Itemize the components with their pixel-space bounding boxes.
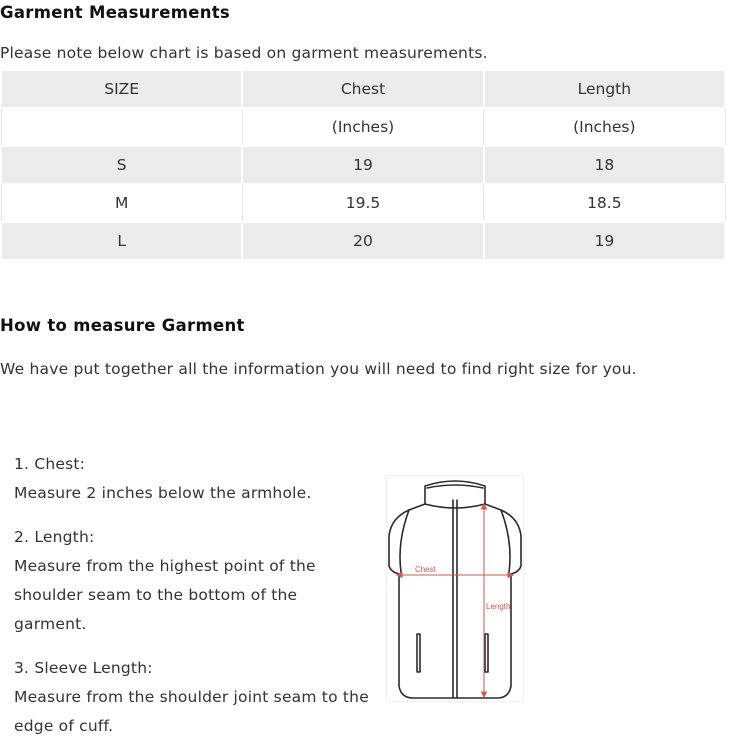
chart-note: Please note below chart is based on garment measurements. [0,44,488,62]
left-pocket [417,634,420,672]
vest-body-outline [389,504,521,698]
step-title: 1. Chest: [14,455,86,473]
cell-chest: 19 [242,146,483,184]
header-size: SIZE [1,70,242,108]
cell-size: L [1,222,242,260]
header-length: Length [484,70,725,108]
units-chest: (Inches) [242,108,483,146]
table-header-row [1,70,725,108]
units-length: (Inches) [484,108,725,146]
table-row [1,146,725,184]
how-to-note: We have put together all the information you will need to find right size for you. [0,360,637,378]
length-label: Length [486,602,511,611]
chest-label: Chest [415,565,436,574]
step-length [14,523,374,639]
table-units-row [1,108,725,146]
step-chest [14,450,374,508]
cell-size: M [1,184,242,222]
step-sleeve-length [14,654,374,741]
vest-illustration [387,476,523,701]
step-text: Measure from the highest point of the shoulder seam to the bottom of the garment. [14,557,316,633]
step-text: Measure from the shoulder joint seam to the edge of cuff. [14,688,369,735]
step-text: Measure 2 inches below the armhole. [14,484,312,502]
vest-diagram [386,475,524,702]
how-to-measure-heading: How to measure Garment [0,316,245,335]
cell-size: S [1,146,242,184]
header-chest: Chest [242,70,483,108]
table-row [1,184,725,222]
table-row [1,222,725,260]
right-pocket [485,634,488,672]
cell-length: 18 [484,146,725,184]
cell-chest: 20 [242,222,483,260]
left-armhole [400,510,409,572]
units-size [1,108,242,146]
cell-length: 18.5 [484,184,725,222]
measurement-steps [14,450,374,756]
garment-measurements-heading: Garment Measurements [0,3,231,22]
step-title: 2. Length: [14,528,95,546]
cell-chest: 19.5 [242,184,483,222]
cell-length: 19 [484,222,725,260]
step-title: 3. Sleeve Length: [14,659,153,677]
right-armhole [501,510,510,572]
size-chart-table [0,69,726,261]
